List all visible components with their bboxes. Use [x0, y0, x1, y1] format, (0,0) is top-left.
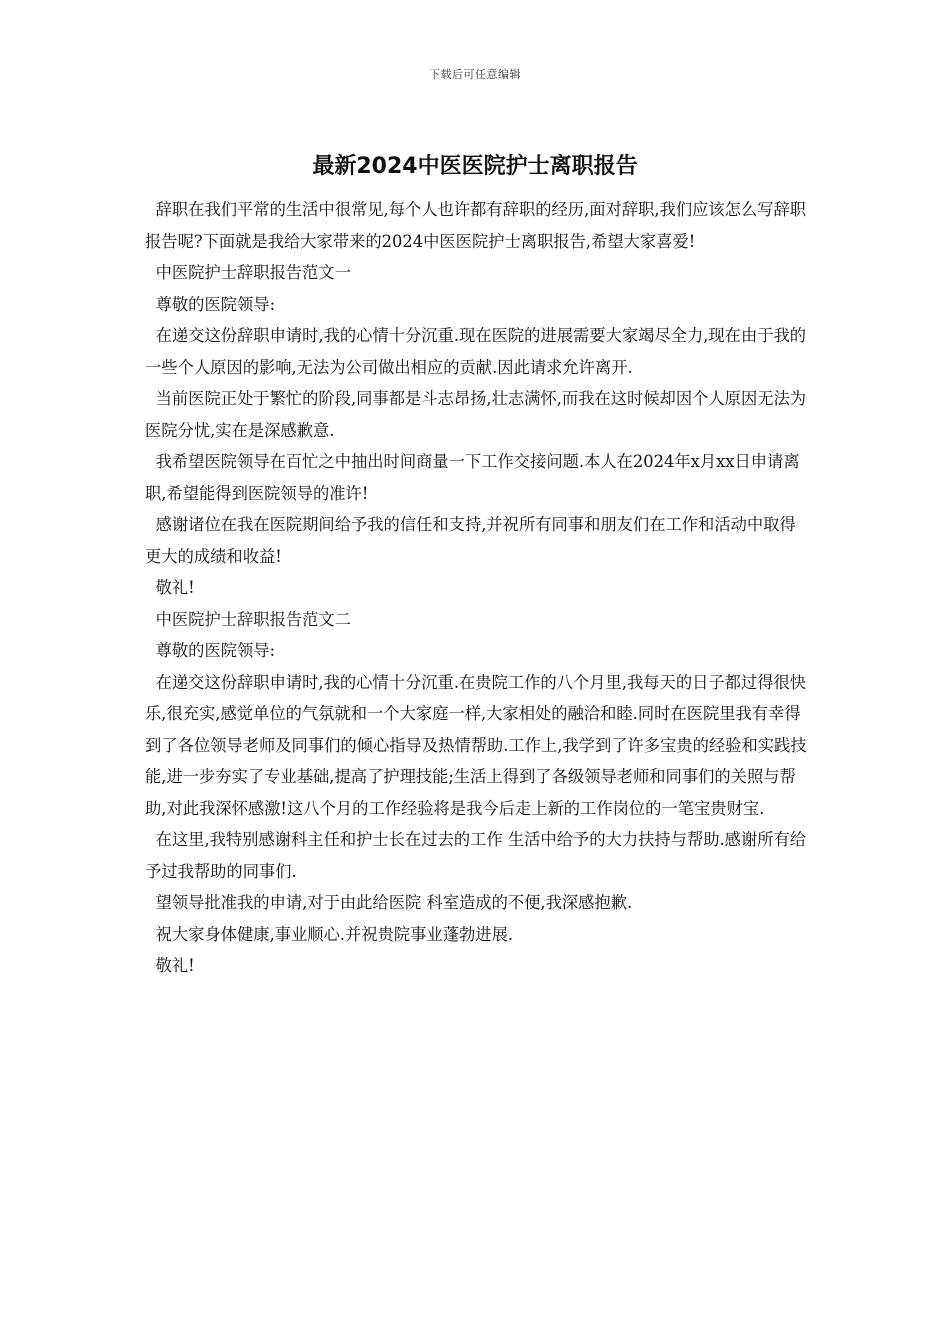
paragraph: 在这里,我特别感谢科主任和护士长在过去的工作 生活中给予的大力扶持与帮助.感谢所有给予过我帮助的同事们. — [145, 830, 807, 881]
paragraph: 在递交这份辞职申请时,我的心情十分沉重.现在医院的进展需要大家竭尽全力,现在由于我的一些个人原因的影响,无法为公司做出相应的贡献.因此请求允许离开. — [145, 326, 807, 377]
salutation: 尊敬的医院领导: — [155, 641, 276, 660]
page-header-note: 下载后可任意编辑 — [429, 68, 521, 81]
closing: 敬礼! — [155, 956, 195, 975]
closing: 敬礼! — [155, 578, 195, 597]
document-title: 最新2024中医医院护士离职报告 — [312, 154, 638, 179]
paragraph: 当前医院正处于繁忙的阶段,同事都是斗志昂扬,壮志满怀,而我在这时候却因个人原因无法为医院分忧,实在是深感歉意. — [145, 389, 807, 440]
paragraph: 在递交这份辞职申请时,我的心情十分沉重.在贵院工作的八个月里,我每天的日子都过得很快乐,很充实,感觉单位的气氛就和一个大家庭一样,大家相处的融洽和睦.同时在医院里我有幸得到了各位领导老师及同事们的倾心指导及热情帮助.工作上,我学到了许多宝贵的经验和实践技能,进一步夯实了专业基础,提高了护理技能;生活上得到了各级领导老师和同事们的关照与帮助,对此我深怀感激!这八个月的工作经验将是我今后走上新的工作岗位的一笔宝贵财宝. — [145, 672, 807, 818]
paragraph: 我希望医院领导在百忙之中抽出时间商量一下工作交接问题.本人在2024年x月xx日申请离职,希望能得到医院领导的准许! — [145, 452, 800, 503]
section-heading-sample-one: 中医院护士辞职报告范文一 — [155, 263, 351, 282]
paragraph-intro: 辞职在我们平常的生活中很常见,每个人也许都有辞职的经历,面对辞职,我们应该怎么写辞职报告呢?下面就是我给大家带来的2024中医医院护士离职报告,希望大家喜爱! — [145, 200, 807, 251]
paragraph: 祝大家身体健康,事业顺心.并祝贵院事业蓬勃进展. — [155, 924, 514, 944]
salutation: 尊敬的医院领导: — [155, 294, 276, 314]
section-heading-sample-two: 中医院护士辞职报告范文二 — [155, 609, 351, 629]
paragraph: 感谢诸位在我在医院期间给予我的信任和支持,并祝所有同事和朋友们在工作和活动中取得更大的成绩和收益! — [145, 515, 796, 566]
document-body — [145, 194, 811, 982]
paragraph: 望领导批准我的申请,对于由此给医院 科室造成的不便,我深感抱歉. — [155, 893, 633, 912]
